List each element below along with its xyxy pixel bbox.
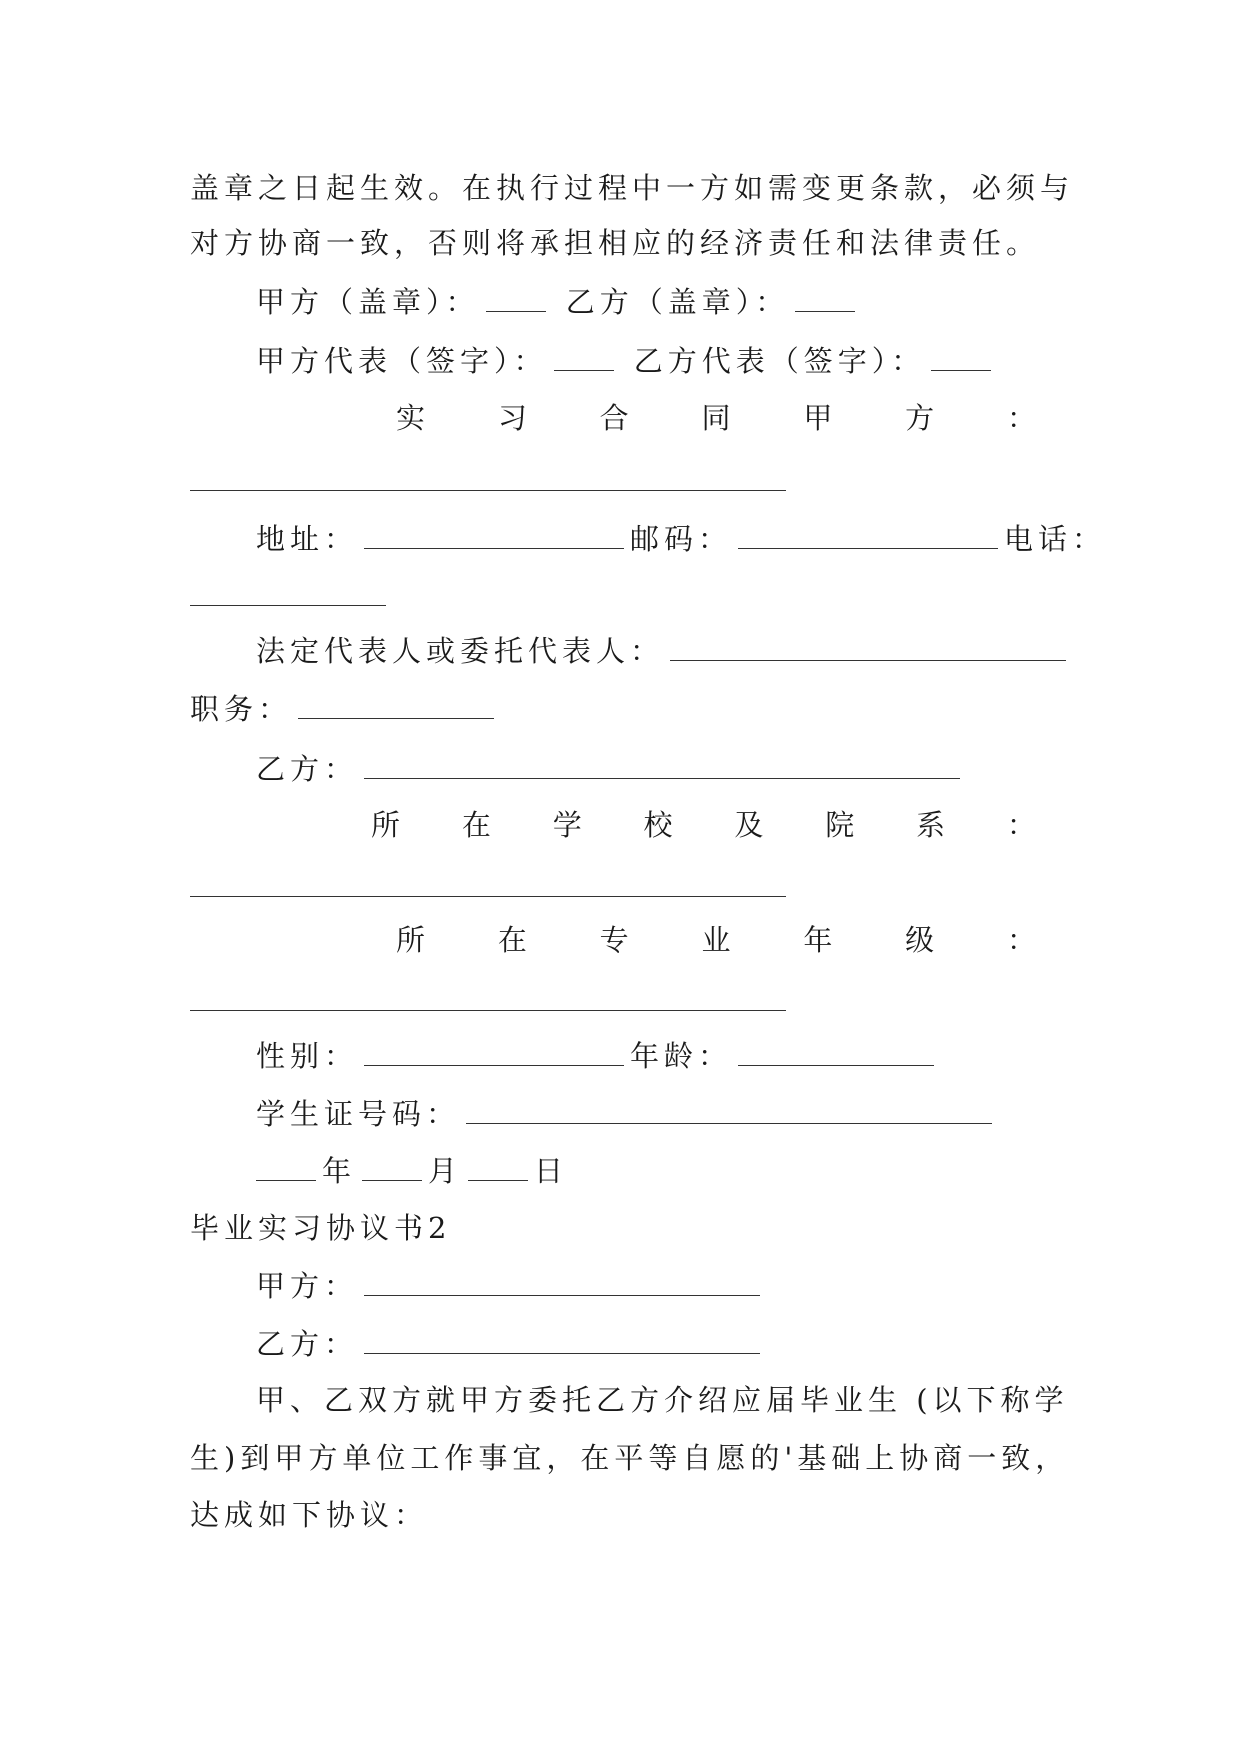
heading-char: 及	[734, 808, 764, 842]
heading-char: 专	[599, 923, 629, 957]
position-blank	[298, 688, 494, 719]
heading-char: 所	[396, 923, 426, 957]
heading-char: 合	[599, 401, 629, 435]
zip-blank	[738, 518, 998, 549]
party-b-label: 乙方：	[256, 1327, 359, 1361]
student-id-label: 学生证号码：	[256, 1097, 461, 1131]
day-label: 日	[534, 1154, 569, 1188]
party-a-blank	[364, 1265, 760, 1296]
heading-char: 业	[701, 923, 731, 957]
gender-age-line	[256, 1035, 940, 1075]
paragraph-line: 甲、乙双方就甲方委托乙方介绍应届毕业生 (以下称学	[256, 1383, 1069, 1417]
party-a-rep-label: 甲方代表（签字）：	[256, 344, 548, 378]
student-id-line	[256, 1093, 998, 1133]
contract-heading	[256, 398, 1036, 438]
paragraph-line: 生)到甲方单位工作事宜，在平等自愿的'基础上协商一致，	[190, 1441, 1070, 1475]
heading-char: 所	[371, 808, 401, 842]
paragraph-line: 盖章之日起生效。在执行过程中一方如需变更条款，必须与	[190, 171, 1075, 205]
legal-rep-blank	[670, 630, 1066, 661]
blank-rule	[190, 490, 786, 491]
legal-rep-label: 法定代表人或委托代表人：	[256, 634, 665, 668]
heading-char: 在	[461, 808, 491, 842]
party-a-label: 甲方：	[256, 1269, 359, 1303]
heading-char: 实	[396, 401, 426, 435]
paragraph-line: 对方协商一致，否则将承担相应的经济责任和法律责任。	[190, 226, 1041, 260]
address-line	[256, 518, 1106, 558]
phone-blank	[190, 605, 386, 606]
heading-char: 级	[905, 923, 935, 957]
heading-char: 方	[905, 401, 935, 435]
blank-rule	[190, 896, 786, 897]
section-title: 毕业实习协议书2	[190, 1211, 452, 1245]
gender-label: 性别：	[256, 1039, 359, 1073]
heading-char: 在	[497, 923, 527, 957]
heading-char: ：	[1006, 808, 1036, 842]
heading-char: 年	[803, 923, 833, 957]
student-id-blank	[466, 1093, 992, 1124]
seal-line	[256, 281, 861, 321]
day-blank	[468, 1150, 528, 1181]
party-b-line	[256, 748, 966, 788]
heading-char: ：	[1006, 923, 1036, 957]
heading-char: ：	[1006, 401, 1036, 435]
date-line	[256, 1150, 568, 1190]
blank-rule	[190, 1010, 786, 1011]
signature-line	[256, 340, 997, 380]
age-blank	[738, 1035, 934, 1066]
address-label: 地址：	[256, 522, 359, 556]
heading-char: 同	[701, 401, 731, 435]
party-b-label: 乙方：	[256, 752, 359, 786]
phone-label: 电话：	[1004, 522, 1107, 556]
year-blank	[256, 1150, 316, 1181]
party-a-seal-label: 甲方（盖章）：	[256, 285, 480, 319]
major-heading	[256, 920, 1036, 960]
address-blank	[364, 518, 624, 549]
month-label: 月	[428, 1154, 463, 1188]
agreement-party-a-line	[256, 1265, 766, 1305]
heading-char: 院	[825, 808, 855, 842]
legal-rep-line	[256, 630, 1072, 670]
heading-char: 系	[916, 808, 946, 842]
heading-char: 甲	[803, 401, 833, 435]
paragraph-line: 达成如下协议：	[190, 1498, 429, 1532]
month-blank	[362, 1150, 422, 1181]
heading-char: 校	[643, 808, 673, 842]
gender-blank	[364, 1035, 624, 1066]
party-a-rep-blank	[554, 340, 614, 371]
heading-char: 习	[497, 401, 527, 435]
party-b-blank	[364, 748, 960, 779]
party-b-rep-blank	[931, 340, 991, 371]
agreement-party-b-line	[256, 1323, 766, 1363]
school-heading	[256, 805, 1036, 845]
party-b-seal-blank	[795, 281, 855, 312]
party-b-blank	[364, 1323, 760, 1354]
position-label: 职务：	[190, 692, 293, 726]
party-b-rep-label: 乙方代表（签字）：	[633, 344, 926, 378]
party-b-seal-label: 乙方（盖章）：	[565, 285, 790, 319]
heading-char: 学	[552, 808, 582, 842]
age-label: 年龄：	[630, 1039, 733, 1073]
zip-label: 邮码：	[630, 522, 733, 556]
year-label: 年	[322, 1154, 357, 1188]
party-a-seal-blank	[486, 281, 546, 312]
position-line	[190, 688, 500, 728]
